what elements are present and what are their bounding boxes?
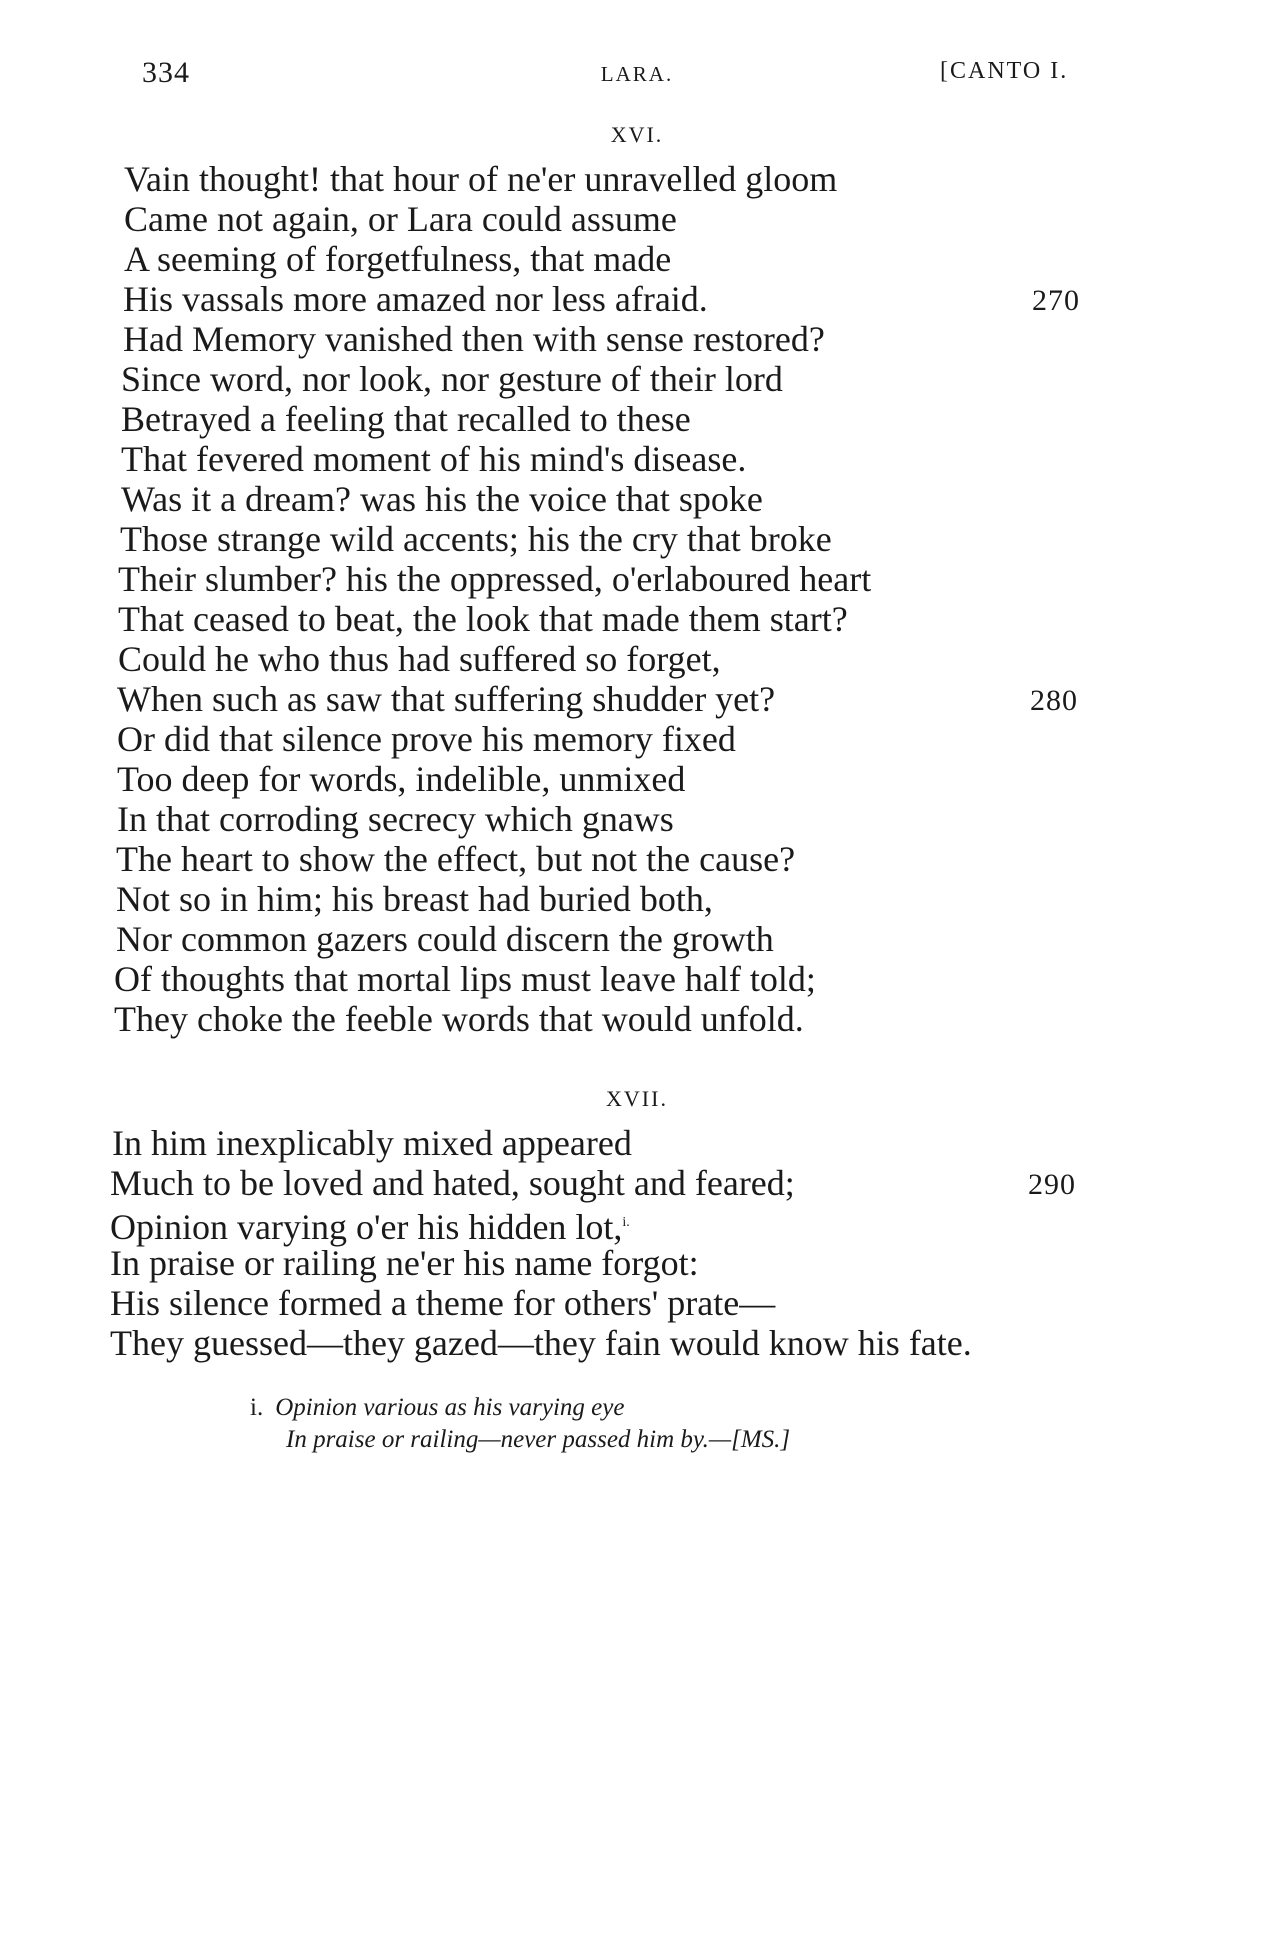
verse-line: Or did that silence prove his memory fixed xyxy=(117,719,736,759)
verse-line: In him inexplicably mixed appeared xyxy=(112,1123,632,1163)
verse-line: In praise or railing ne'er his name forgot: xyxy=(110,1243,699,1283)
page-number: 334 xyxy=(142,56,190,89)
line-number-280: 280 xyxy=(1030,684,1078,717)
verse-line: Betrayed a feeling that recalled to these xyxy=(121,399,691,439)
footnote-text: Opinion various as his varying eye xyxy=(275,1394,625,1421)
section-heading-xvi: XVI. xyxy=(610,122,664,147)
verse-line: When such as saw that suffering shudder yet? xyxy=(117,679,776,719)
verse-line: His silence formed a theme for others' prate— xyxy=(110,1283,776,1323)
verse-line: That ceased to beat, the look that made them start? xyxy=(118,599,848,639)
verse-line: Nor common gazers could discern the growth xyxy=(116,919,774,959)
verse-line: Those strange wild accents; his the cry that broke xyxy=(120,519,832,559)
footnote-line-2 xyxy=(250,1424,790,1456)
verse-line: Since word, nor look, nor gesture of their lord xyxy=(121,359,783,399)
verse-line-text: Opinion varying o'er his hidden lot, xyxy=(110,1207,623,1247)
canto-label: [CANTO I. xyxy=(940,58,1069,84)
verse-line: They guessed—they gazed—they fain would know his fate. xyxy=(110,1323,972,1363)
verse-line: That fevered moment of his mind's disease. xyxy=(121,439,747,479)
verse-line: His vassals more amazed nor less afraid. xyxy=(123,279,708,319)
verse-line: Their slumber? his the oppressed, o'erlaboured heart xyxy=(118,559,872,599)
line-number-270: 270 xyxy=(1032,284,1080,317)
section-heading-xvii: XVII. xyxy=(606,1086,668,1111)
verse-line: They choke the feeble words that would unfold. xyxy=(114,999,804,1039)
footnote-text: In praise or railing—never passed him by.—[MS.] xyxy=(286,1426,791,1453)
running-title: LARA. xyxy=(600,62,674,86)
footnote-reference[interactable]: i. xyxy=(622,1215,630,1230)
verse-line: Not so in him; his breast had buried both, xyxy=(116,879,713,919)
verse-line: Too deep for words, indelible, unmixed xyxy=(117,759,686,799)
verse-line: Came not again, or Lara could assume xyxy=(124,199,677,239)
footnote-mark: i. xyxy=(250,1394,264,1421)
verse-line: Vain thought! that hour of ne'er unravelled gloom xyxy=(124,159,838,199)
verse-line: Much to be loved and hated, sought and feared; xyxy=(110,1163,795,1203)
verse-line: In that corroding secrecy which gnaws xyxy=(117,799,674,839)
footnote xyxy=(250,1392,790,1456)
verse-line: Of thoughts that mortal lips must leave half told; xyxy=(114,959,816,999)
running-header xyxy=(0,56,1274,96)
line-number-290: 290 xyxy=(1028,1168,1076,1201)
verse-line: Was it a dream? was his the voice that spoke xyxy=(121,479,763,519)
verse-line: A seeming of forgetfulness, that made xyxy=(124,239,672,279)
verse-line: Had Memory vanished then with sense restored? xyxy=(123,319,825,359)
verse-line: The heart to show the effect, but not the cause? xyxy=(116,839,796,879)
footnote-line-1 xyxy=(250,1392,790,1424)
verse-line: Could he who thus had suffered so forget, xyxy=(118,639,721,679)
